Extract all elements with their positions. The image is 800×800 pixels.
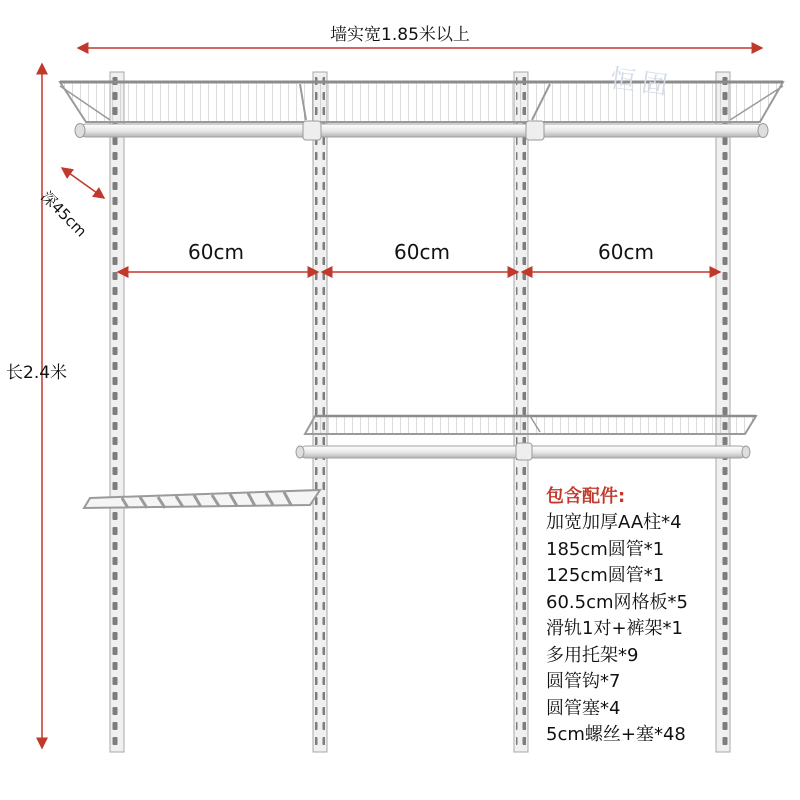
accessory-item: 60.5cm网格板*5 (546, 591, 688, 613)
accessories-list (546, 484, 688, 749)
top-wire-shelf (60, 82, 783, 122)
accessory-item: 5cm螺丝+塞*48 (546, 724, 686, 745)
top-hanging-rod (75, 121, 768, 140)
segment-2-width-label: 60cm (394, 240, 450, 264)
accessory-item: 加宽加厚AA柱*4 (546, 512, 682, 533)
accessory-item: 圆管钩*7 (546, 671, 621, 692)
total-width-label: 墙实宽1.85米以上 (330, 25, 470, 45)
depth-label: 深45cm (37, 187, 91, 241)
height-label: 长2.4米 (6, 363, 68, 383)
depth-dimension-line (62, 168, 104, 198)
accessories-title: 包含配件: (546, 486, 626, 507)
middle-wire-shelf (305, 416, 756, 434)
accessory-item: 185cm圆管*1 (546, 538, 665, 560)
accessory-item: 滑轨1对+裤架*1 (546, 618, 683, 639)
standard-2 (313, 72, 327, 752)
standard-1 (110, 72, 124, 752)
brand-watermark: 恒固 (607, 63, 676, 103)
accessory-item: 圆管塞*4 (546, 697, 621, 719)
accessory-item: 多用托架*9 (546, 644, 639, 666)
middle-hanging-rod (296, 443, 750, 460)
standard-3 (514, 72, 528, 752)
accessory-item: 125cm圆管*1 (546, 565, 665, 586)
segment-3-width-label: 60cm (598, 240, 654, 264)
standard-4 (716, 72, 730, 752)
segment-1-width-label: 60cm (188, 240, 244, 264)
